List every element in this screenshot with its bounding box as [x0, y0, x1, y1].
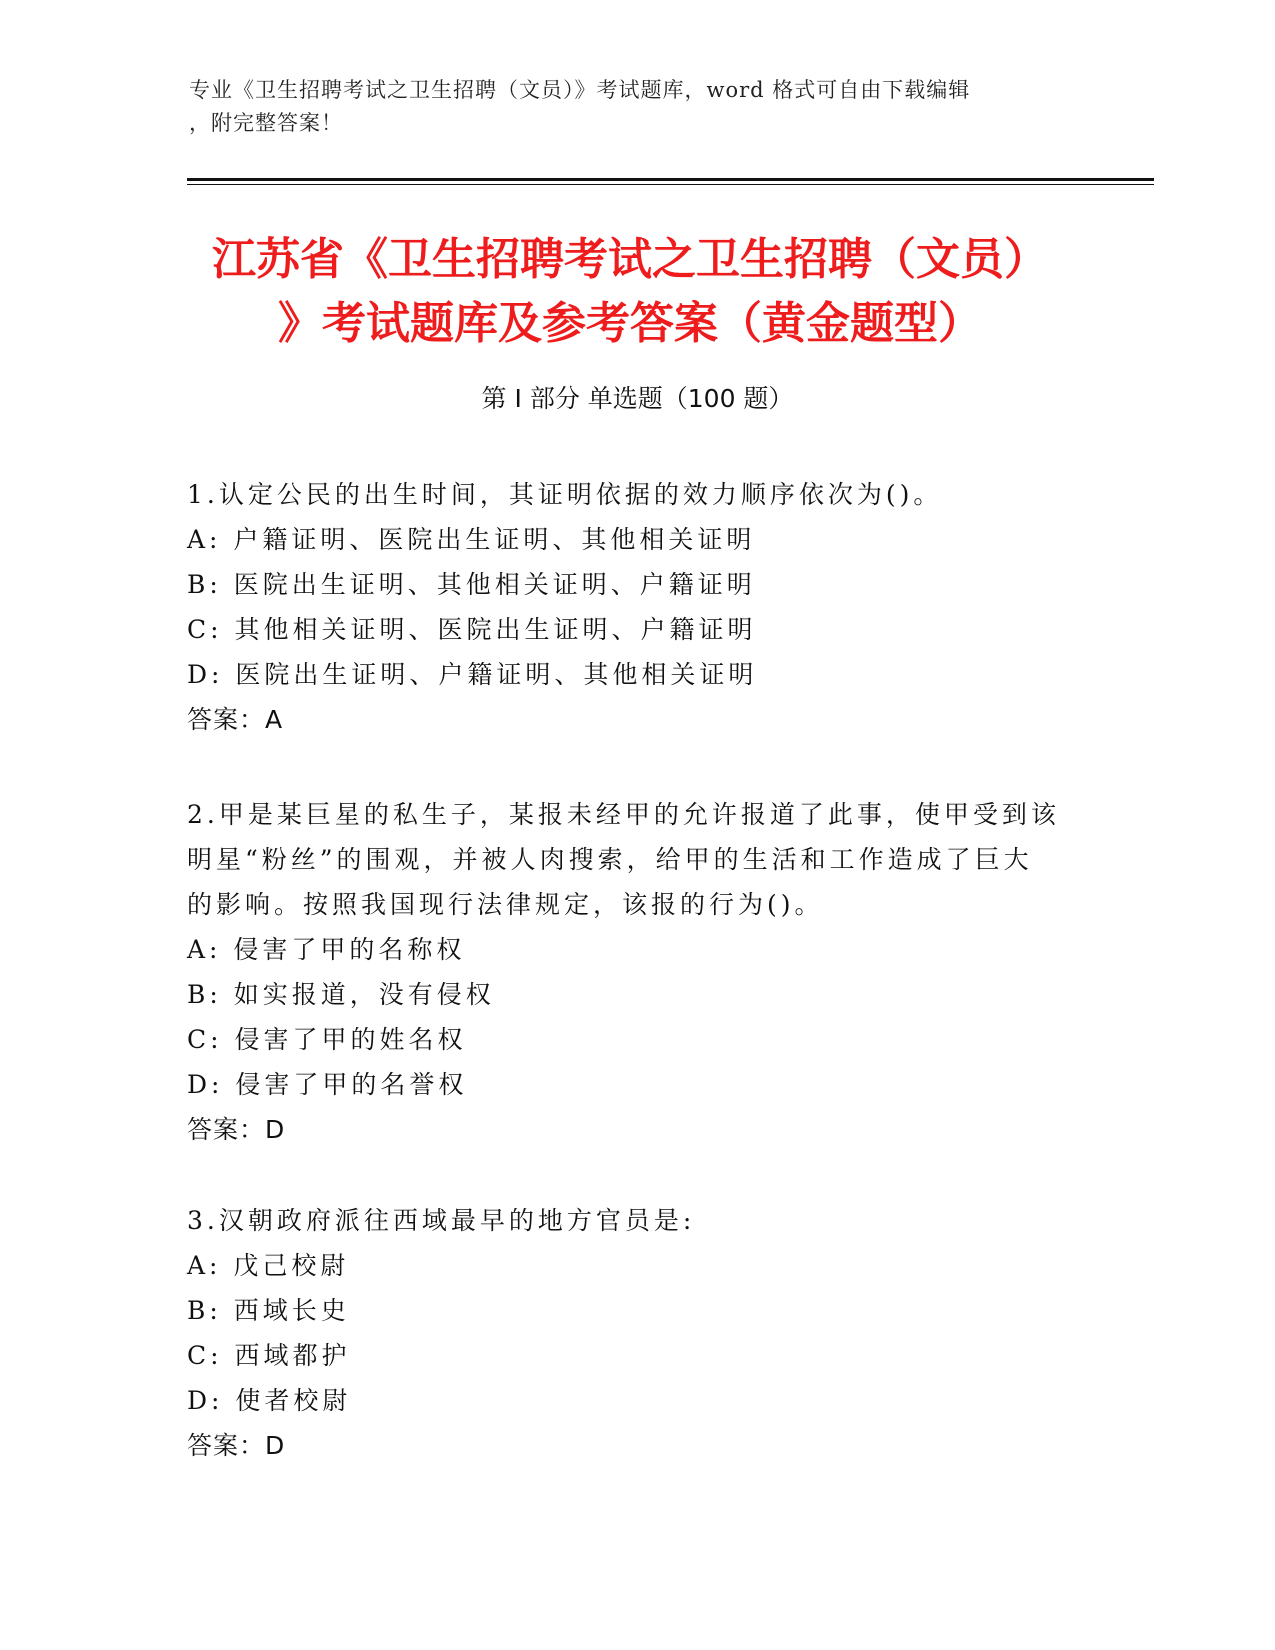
option-c: C: 侵害了甲的姓名权 [187, 1025, 467, 1054]
question-3 [187, 1198, 1067, 1468]
question-2 [187, 792, 1067, 1152]
option-d: D: 使者校尉 [187, 1386, 352, 1415]
question-stem: 3.汉朝政府派往西域最早的地方官员是: [187, 1206, 696, 1235]
option-a: A: 戊己校尉 [187, 1251, 350, 1280]
option-c: C: 西域都护 [187, 1341, 351, 1370]
document-title-line-1: 江苏省《卫生招聘考试之卫生招聘（文员） [212, 234, 1048, 285]
question-1 [187, 472, 1067, 742]
question-stem-line-1: 2.甲是某巨星的私生子，某报未经甲的允许报道了此事，使甲受到该 [187, 800, 1060, 829]
question-stem-line-3: 的影响。按照我国现行法律规定，该报的行为()。 [187, 890, 824, 919]
document-title-line-2: 》考试题库及参考答案（黄金题型） [278, 298, 982, 349]
option-d: D: 医院出生证明、户籍证明、其他相关证明 [187, 660, 758, 689]
answer: 答案：D [187, 1431, 286, 1460]
option-a: A: 户籍证明、医院出生证明、其他相关证明 [187, 525, 756, 554]
option-c: C: 其他相关证明、医院出生证明、户籍证明 [187, 615, 757, 644]
header-note [189, 74, 1069, 140]
option-d: D: 侵害了甲的名誉权 [187, 1070, 468, 1099]
option-a: A: 侵害了甲的名称权 [187, 935, 466, 964]
question-stem: 1.认定公民的出生时间，其证明依据的效力顺序依次为()。 [187, 480, 943, 509]
header-note-line-2: ，附完整答案！ [189, 111, 343, 135]
question-stem-line-2: 明星“粉丝”的围观，并被人肉搜索，给甲的生活和工作造成了巨大 [187, 845, 1033, 874]
answer: 答案：D [187, 1115, 286, 1144]
document-title [180, 228, 1080, 356]
header-rule-thick [187, 178, 1154, 181]
answer: 答案：A [187, 705, 284, 734]
option-b: B: 西域长史 [187, 1296, 350, 1325]
header-note-line-1: 专业《卫生招聘考试之卫生招聘（文员）》考试题库，word 格式可自由下载编辑 [189, 78, 971, 102]
section-heading: 第 I 部分 单选题（100 题） [481, 384, 794, 413]
header-rule-thin [187, 184, 1154, 185]
option-b: B: 医院出生证明、其他相关证明、户籍证明 [187, 570, 756, 599]
option-b: B: 如实报道，没有侵权 [187, 980, 495, 1009]
